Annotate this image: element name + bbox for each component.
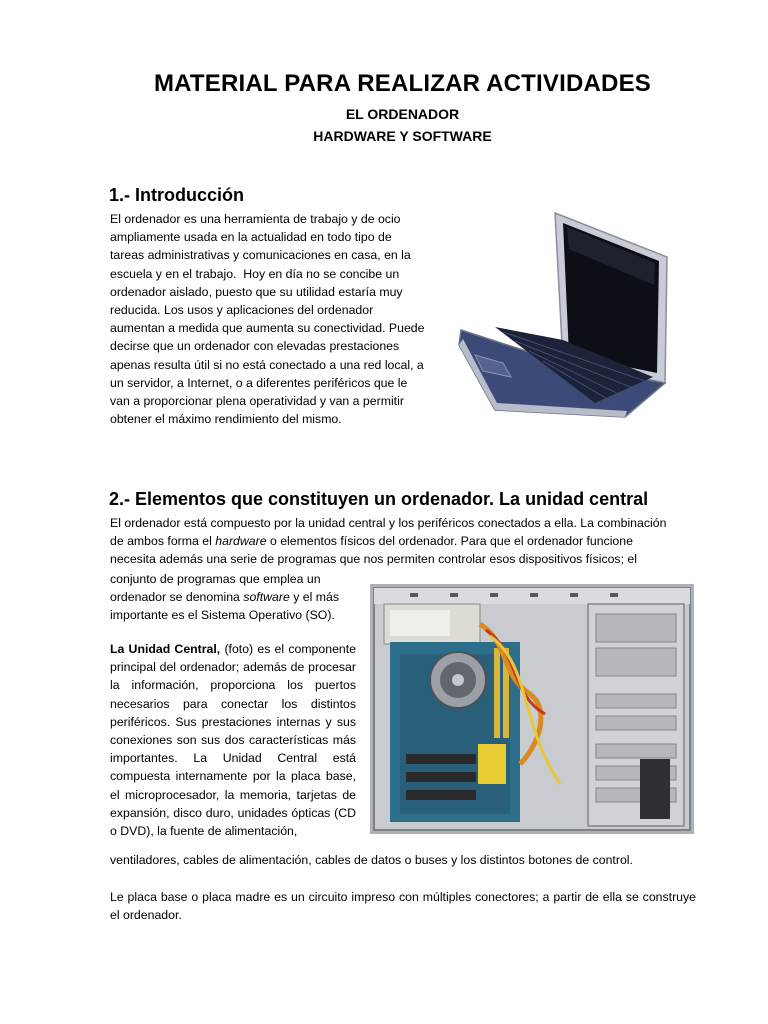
section-2-heading: 2.- Elementos que constituyen un ordenador. La unidad central — [109, 489, 649, 509]
section-2-intro-paragraph — [110, 514, 700, 569]
elem-text: ordenador se denomina — [110, 590, 244, 605]
section-2-intro-continued — [110, 570, 360, 625]
document-subtitle-2: HARDWARE Y SOFTWARE — [313, 128, 492, 144]
unidad-central-paragraph-end: ventiladores, cables de alimentación, cables de datos o buses y los distintos botones de control. — [110, 853, 633, 867]
elem-line: conjunto de programas que emplea un — [110, 572, 321, 586]
elem-term-hardware: hardware — [215, 534, 267, 549]
intro-line: reducida. Los usos y aplicaciones del ordenador — [110, 303, 374, 318]
intro-line: un servidor, a Internet, o a diferentes periféricos que le — [110, 375, 408, 390]
elem-line: El ordenador está compuesto por la unidad central y los periféricos conectados a ella. La combinación — [110, 516, 667, 530]
section-1-paragraph — [110, 210, 450, 428]
intro-line: obtener el máximo rendimiento del mismo. — [110, 412, 342, 427]
elem-line — [110, 588, 360, 606]
unidad-central-term: La Unidad Central, — [110, 642, 221, 656]
elem-line: importante es el Sistema Operativo (SO). — [110, 608, 335, 623]
intro-line: ordenador aislado, puesto que su utilidad estaría muy — [110, 284, 403, 299]
intro-line: tareas administrativas y comunicaciones en casa, en la — [110, 248, 411, 263]
elem-term-software: software — [243, 590, 290, 605]
laptop-photo-icon — [455, 205, 680, 420]
unidad-central-text: (foto) es el componente principal del ordenador; además de procesar la información, proporciona los puertos necesarios para conectar los distintos periféricos. Sus prestaciones internas y sus conexiones son sus dos características más importantes. La Unidad Central está compuesta internamente por la placa base, el microprocesador, la memoria, tarjetas de expansión, disco duro, unidades ópticas (CD o DVD), la fuente de alimentación, — [110, 642, 357, 839]
intro-line: apenas resulta útil si no está conectado a una red local, a — [110, 357, 424, 372]
intro-line: van a proporcionar plena operatividad y van a permitir — [110, 394, 404, 409]
intro-line: El ordenador es una herramienta de trabajo y de ocio — [110, 212, 401, 226]
document-subtitle-1: EL ORDENADOR — [345, 106, 460, 122]
intro-line: escuela y en el trabajo. Hoy en día no se concibe un — [110, 266, 400, 281]
elem-line — [110, 532, 700, 550]
intro-line: aumentan a medida que aumenta su conectividad. Puede — [110, 321, 425, 336]
computer-case-photo-icon — [370, 584, 694, 834]
elem-text: y el más — [289, 590, 339, 605]
elem-text: o elementos físicos del ordenador. Para que el ordenador funcione — [266, 534, 633, 549]
placa-base-paragraph: Le placa base o placa madre es un circuito impreso con múltiples conectores; a partir de ella se construye el ordenador. — [110, 890, 696, 923]
section-1-heading: 1.- Introducción — [109, 185, 244, 205]
document-title: MATERIAL PARA REALIZAR ACTIVIDADES — [153, 70, 652, 97]
intro-line: ampliamente usada en la actualidad en todo tipo de — [110, 230, 392, 245]
elem-line: necesita además una serie de programas que nos permiten controlar esos dispositivos físicos; el — [110, 552, 637, 567]
unidad-central-paragraph — [110, 640, 356, 840]
intro-line: decirse que un ordenador con elevadas prestaciones — [110, 339, 400, 354]
elem-text: de ambos forma el — [110, 534, 216, 549]
